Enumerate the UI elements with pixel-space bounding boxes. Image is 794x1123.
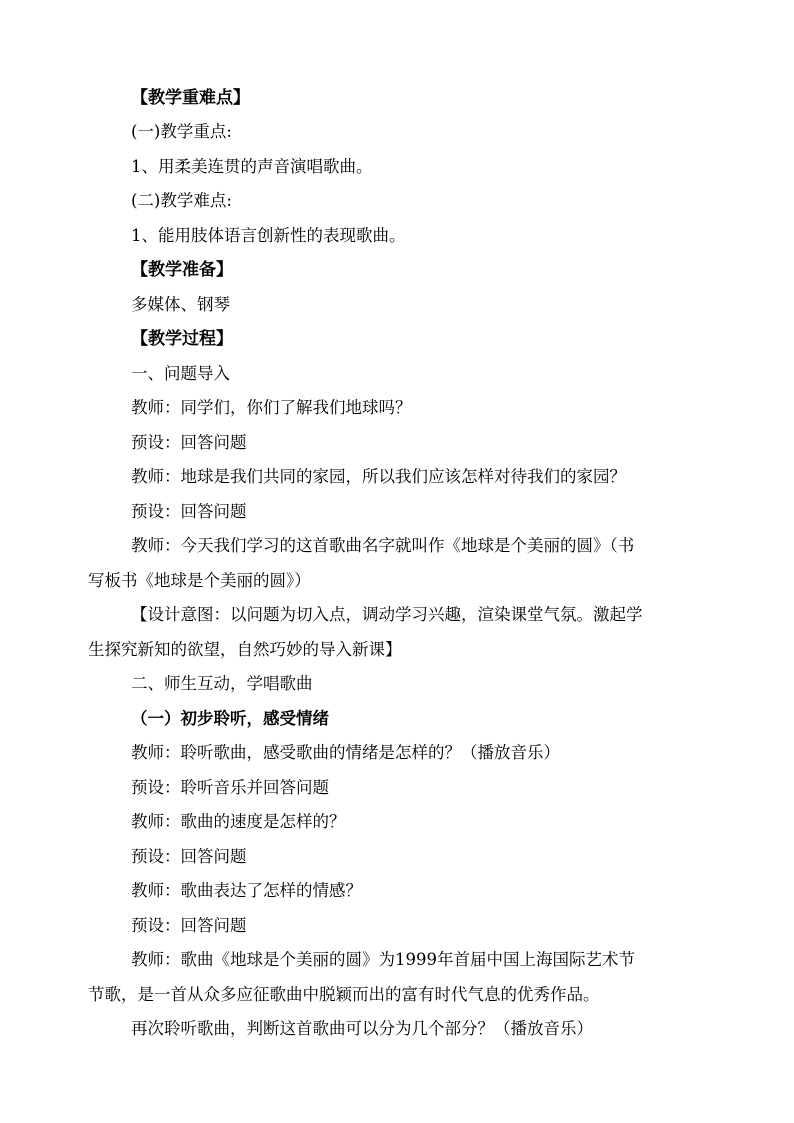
difficult-point-1: 1、能用肢体语言创新性的表现歌曲。 (131, 226, 406, 245)
dialogue-line: 再次聆听歌曲，判断这首歌曲可以分为几个部分？（播放音乐） (131, 1019, 593, 1038)
dialogue-line-continued: 写板书《地球是个美丽的圆》） (88, 571, 311, 590)
section-heading-preparation: 【教学准备】 (131, 260, 233, 280)
dialogue-line: 教师：歌曲的速度是怎样的？ (131, 812, 346, 831)
step-heading-intro: 一、问题导入 (131, 364, 230, 383)
preparation-text: 多媒体、钢琴 (131, 295, 230, 314)
subheading-key-points: (一)教学重点: (131, 122, 232, 141)
section-heading-key-difficult-points: 【教学重难点】 (131, 88, 250, 108)
dialogue-line: 预设：回答问题 (131, 847, 247, 866)
key-point-1: 1、用柔美连贯的声音演唱歌曲。 (131, 157, 373, 176)
dialogue-line: 教师：聆听歌曲，感受歌曲的情绪是怎样的？（播放音乐） (131, 743, 560, 762)
design-intent-line-continued: 生探究新知的欲望，自然巧妙的导入新课】 (88, 640, 402, 659)
design-intent-line: 【设计意图：以问题为切入点，调动学习兴趣，渲染课堂气氛。激起学 (131, 605, 643, 624)
dialogue-line: 教师：同学们，你们了解我们地球吗？ (131, 398, 412, 417)
dialogue-line: 预设：回答问题 (131, 916, 247, 935)
dialogue-line: 预设：聆听音乐并回答问题 (131, 778, 329, 797)
section-heading-process: 【教学过程】 (131, 329, 233, 349)
dialogue-line: 教师：歌曲《地球是个美丽的圆》为1999年首届中国上海国际艺术节 (131, 950, 635, 969)
dialogue-line: 教师：地球是我们共同的家园，所以我们应该怎样对待我们的家园？ (131, 467, 626, 486)
step-heading-interaction: 二、师生互动，学唱歌曲 (131, 674, 313, 693)
dialogue-line: 教师：今天我们学习的这首歌曲名字就叫作《地球是个美丽的圆》（书 (131, 536, 635, 555)
dialogue-line-continued: 节歌，是一首从众多应征歌曲中脱颖而出的富有时代气息的优秀作品。 (88, 985, 600, 1004)
subheading-first-listening: （一）初步聆听，感受情绪 (131, 709, 329, 728)
dialogue-line: 预设：回答问题 (131, 433, 247, 452)
dialogue-line: 预设：回答问题 (131, 502, 247, 521)
dialogue-line: 教师：歌曲表达了怎样的情感？ (131, 881, 362, 900)
subheading-difficult-points: (二)教学难点: (131, 191, 232, 210)
